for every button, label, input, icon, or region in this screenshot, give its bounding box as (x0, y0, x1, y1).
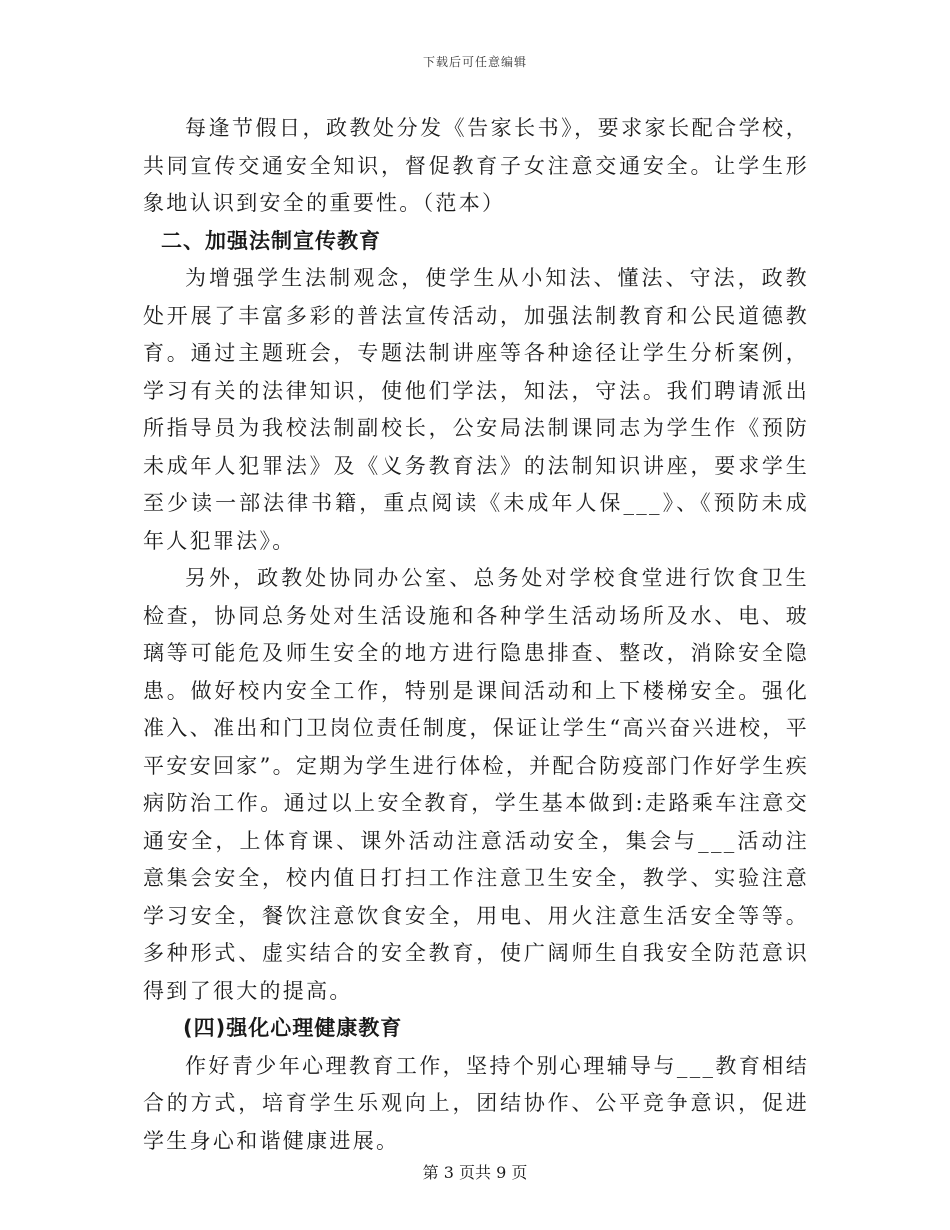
section-heading-mental-health: (四)强化心理健康教育 (183, 1016, 403, 1040)
section-heading-legal-education: 二、加强法制宣传教育 (161, 228, 381, 253)
page-number-footer: 第 3 页共 9 页 (422, 1163, 528, 1182)
paragraph-campus-safety: 另外，政教处协同办公室、总务处对学校食堂进行饮食卫生检查，协同总务处对生活设施和各种学生活动场所及水、电、玻璃等可能危及师生安全的地方进行隐患排查、整改，消除安全隐患。做好校内安全工作，特别是课间活动和上下楼梯安全。强化准入、准出和门卫岗位责任制度，保证让学生“高兴奋兴进校，平平安安回家”。定期为学生进行体检，并配合防疫部门作好学生疾病防治工作。通过以上安全教育，学生基本做到:走路乘车注意交通安全，上体育课、课外活动注意活动安全，集会与___活动注意集会安全，校内值日打扫工作注意卫生安全，教学、实验注意学习安全，餐饮注意饮食安全，用电、用火注意生活安全等等。多种形式、虚实结合的安全教育，使广阔师生自我安全防范意识得到了很大的提高。 (143, 566, 809, 1003)
paragraph-mental-health: 作好青少年心理教育工作，坚持个别心理辅导与___教育相结合的方式，培育学生乐观向上，团结协作、公平竞争意识，促进学生身心和谐健康进展。 (143, 1053, 809, 1153)
page-header: 下载后可任意编辑 (422, 55, 527, 69)
paragraph-legal-education: 为增强学生法制观念，使学生从小知法、懂法、守法，政教处开展了丰富多彩的普法宣传活动，加强法制教育和公民道德教育。通过主题班会，专题法制讲座等各种途径让学生分析案例，学习有关的法律知识，使他们学法，知法，守法。我们聘请派出所指导员为我校法制副校长，公安局法制课同志为学生作《预防未成年人犯罪法》及《义务教育法》的法制知识讲座，要求学生至少读一部法律书籍，重点阅读《未成年人保___》、《预防未成年人犯罪法》。 (143, 266, 809, 553)
document-body (143, 110, 809, 1160)
paragraph-parent-letter: 每逢节假日，政教处分发《告家长书》，要求家长配合学校，共同宣传交通安全知识，督促教育子女注意交通安全。让学生形象地认识到安全的重要性。（范本） (143, 116, 809, 215)
